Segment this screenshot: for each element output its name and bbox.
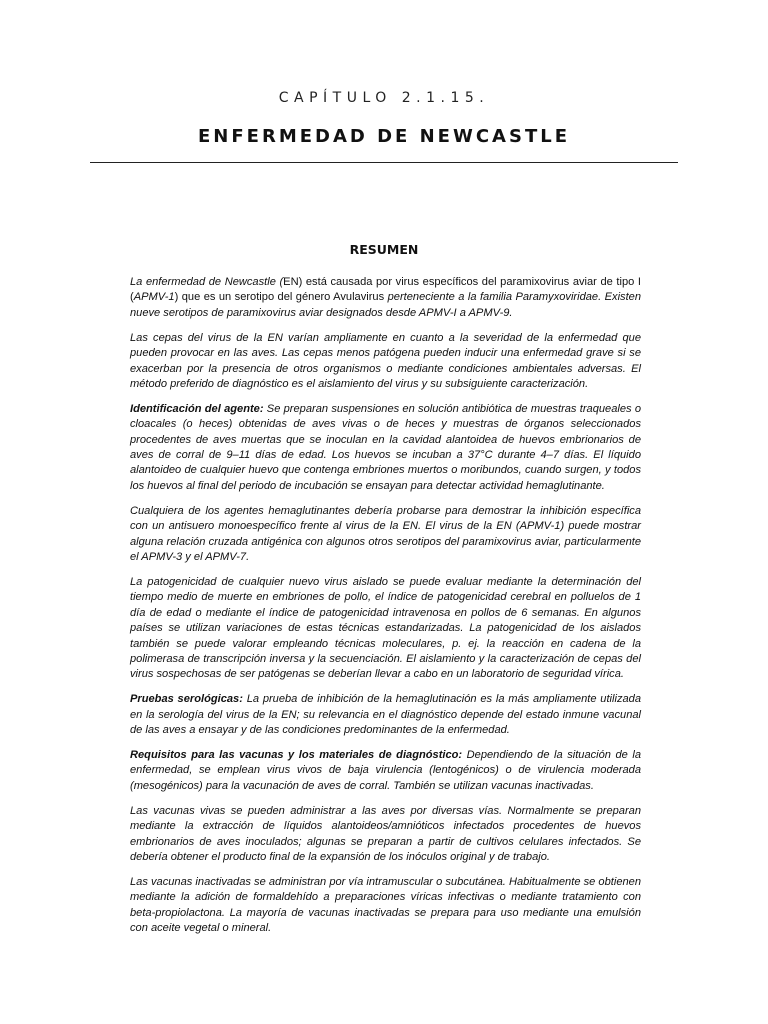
document-title: ENFERMEDAD DE NEWCASTLE: [198, 126, 570, 147]
paragraph-9: Las vacunas inactivadas se administran por vía intramuscular o subcutánea. Habitualmente se obtienen mediante la adición de formaldehído a preparaciones víricas infectivas o mediante tratamiento con beta-propiolactona. La mayoría de vacunas inactivadas se prepara para uso mediante una emulsión con aceite vegetal o mineral.: [130, 875, 641, 935]
summary-body: [130, 275, 641, 946]
p6-text: La prueba de inhibición de la hemaglutinación es la más ampliamente utilizada en la serología del virus de la EN; su relevancia en el diagnóstico depende del estado inmune vacunal de las aves a ensayar y de las condiciones predominantes de la enfermedad.: [130, 693, 641, 737]
paragraph-5: La patogenicidad de cualquier nuevo virus aislado se puede evaluar mediante la determinación del tiempo medio de muerte en embriones de pollo, el índice de patogenicidad cerebral en polluelos de 1 día de edad o mediante el índice de patogenicidad intravenosa en pollos de 6 semanas. En algunos países se utilizan variaciones de estas técnicas estandarizadas. La patogenicidad de los aislados también se puede valorar empleando técnicas moleculares, p. ej. la reacción en cadena de la polimerasa de transcripción inversa y la secuenciación. El aislamiento y la caracterización de cepas del virus sospechosas de ser patógenas se deberían llevar a cabo en un laboratorio de seguridad vírica.: [130, 575, 641, 681]
p7-label: Requisitos para las vacunas y los materiales de diagnóstico:: [130, 748, 463, 761]
paragraph-6: [130, 692, 641, 738]
p1-text-f: perteneciente a la familia Paramyxoviridae. Existen nueve serotipos de paramixovirus aviar designados desde APMV-I a APMV-9.: [130, 291, 641, 319]
p1-abbr-en: EN: [283, 276, 299, 288]
paragraph-1: [130, 275, 641, 321]
p1-text-e: ) que es un serotipo del género Avulavirus: [174, 291, 388, 304]
paragraph-4: Cualquiera de los agentes hemaglutinantes debería probarse para demostrar la inhibición específica con un antisuero monoespecífico frente al virus de la EN. El virus de la EN (APMV-1) puede mostrar alguna relación cruzada antigénica con algunos otros serotipos del paramixovirus aviar, particularmente el APMV-3 y el APMV-7.: [130, 504, 641, 563]
p1-text-a: La enfermedad de Newcastle (: [130, 276, 284, 288]
paragraph-3: [130, 402, 641, 494]
p3-label: Identificación del agente:: [130, 402, 264, 415]
paragraph-7: [130, 748, 641, 794]
p1-abbr-apmv: APMV-1: [133, 291, 175, 304]
p6-label: Pruebas serológicas:: [130, 693, 243, 706]
p3-text: Se preparan suspensiones en solución antibiótica de muestras traqueales o cloacales (o heces) obtenidas de aves vivas o de heces y muestras de órganos seleccionados procedentes de aves muertas que se inoculan en la cavidad alantoidea de huevos embrionarios de aves de corral de 9–11 días de edad. Los huevos se incuban a 37°C durante 4–7 días. El líquido alantoideo de cualquier huevo que contenga embriones muertos o moribundos, cuando surgen, y todos los huevos al final del periodo de incubación se ensayan para detectar actividad hemaglutinante.: [130, 402, 641, 492]
p1-text-c: ) está causada por virus específicos del paramixovirus aviar de tipo I (: [130, 276, 641, 304]
chapter-label: CAPÍTULO 2.1.15.: [278, 90, 490, 106]
title-divider: [90, 162, 678, 163]
paragraph-2: Las cepas del virus de la EN varían ampliamente en cuanto a la severidad de la enfermedad que pueden provocar en las aves. Las cepas menos patógena pueden inducir una enfermedad grave si se exacerban por la presencia de otros organismos o mediante condiciones ambientales adversas. El método preferido de diagnóstico es el aislamiento del virus y su subsiguiente caracterización.: [130, 331, 641, 390]
section-title: RESUMEN: [349, 242, 419, 257]
paragraph-8: Las vacunas vivas se pueden administrar a las aves por diversas vías. Normalmente se preparan mediante la extracción de líquidos alantoideos/amnióticos infectados procedentes de huevos embrionarios de aves inoculados; algunas se preparan a partir de cultivos celulares infectados. Se debería obtener el producto final de la expansión de los inóculos original y de trabajo.: [130, 804, 641, 863]
p7-text: Dependiendo de la situación de la enfermedad, se emplean virus vivos de baja virulencia (lentogénicos) o de virulencia moderada (mesogénicos) para la vacunación de aves de corral. También se utilizan vacunas inactivadas.: [130, 748, 641, 792]
